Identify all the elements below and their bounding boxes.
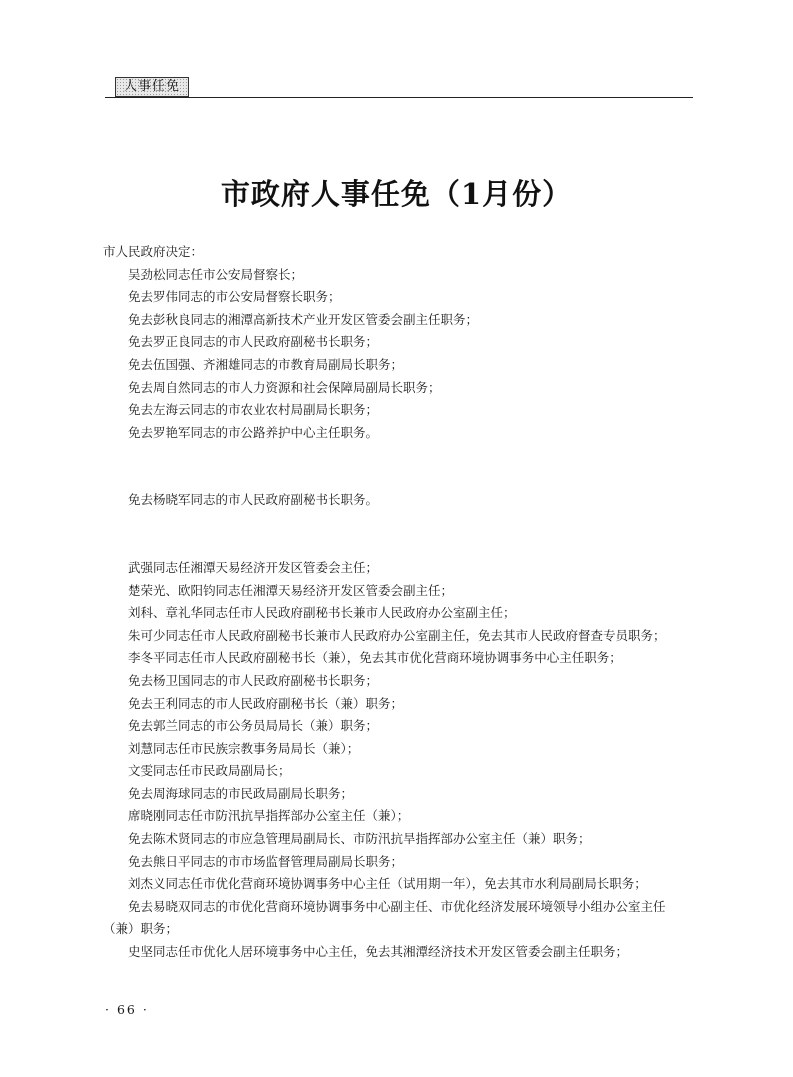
page-title: 市政府人事任免（1月份） — [220, 177, 573, 211]
appointment-item: 免去伍国强、齐湘雄同志的市教育局副局长职务； — [128, 356, 404, 372]
appointment-item: 免去彭秋良同志的湘潭高新技术产业开发区管委会副主任职务； — [128, 311, 479, 327]
appointment-item: 刘科、章礼华同志任市人民政府副秘书长兼市人民政府办公室副主任； — [128, 605, 516, 621]
appointment-block-3 — [103, 557, 695, 964]
intro-text: 市人民政府决定： — [103, 244, 204, 259]
section-label: 人事任免 — [115, 77, 189, 97]
appointment-item: 楚荣光、欧阳钧同志任湘潭天易经济开发区管委会副主任； — [128, 582, 454, 598]
appointment-item: 免去罗艳军同志的市公路养护中心主任职务。 — [128, 424, 379, 440]
appointment-block-1 — [103, 264, 695, 445]
appointment-item: 史坚同志任市优化人居环境事务中心主任，免去其湘潭经济技术开发区管委会副主任职务； — [128, 944, 629, 960]
appointment-item: 免去杨晓军同志的市人民政府副秘书长职务。 — [128, 492, 379, 508]
appointment-item: 刘慧同志任市民族宗教事务局局长（兼）； — [128, 740, 360, 756]
appointment-item: 免去左海云同志的市农业农村局副局长职务； — [128, 402, 379, 418]
appointment-item: 免去王利同志的市人民政府副秘书长（兼）职务； — [128, 695, 404, 711]
appointment-item: 刘杰义同志任市优化营商环境协调事务中心主任（试用期一年），免去其市水利局副局长职务； — [128, 876, 647, 892]
section-gap — [103, 512, 695, 557]
section-gap — [103, 444, 695, 489]
appointment-item: 吴劲松同志任市公安局督察长； — [128, 266, 304, 282]
header-divider — [105, 97, 693, 98]
document-body — [103, 241, 695, 964]
appointment-item: 李冬平同志任市人民政府副秘书长（兼），免去其市优化营商环境协调事务中心主任职务； — [128, 650, 622, 666]
appointment-item: 免去周海球同志的市民政局副局长职务； — [128, 785, 354, 801]
appointment-item: 席晓刚同志任市防汛抗旱指挥部办公室主任（兼）； — [128, 808, 410, 824]
appointment-item: 免去罗正良同志的市人民政府副秘书长职务； — [128, 334, 379, 350]
appointment-block-2 — [103, 489, 695, 512]
page-number: · 66 · — [105, 1002, 149, 1017]
appointment-item: 免去郭兰同志的市公务员局局长（兼）职务； — [128, 718, 379, 734]
appointment-item: 免去杨卫国同志的市人民政府副秘书长职务； — [128, 672, 379, 688]
appointment-item: 免去周自然同志的市人力资源和社会保障局副局长职务； — [128, 379, 441, 395]
appointment-item: 文雯同志任市民政局副局长； — [128, 763, 291, 779]
appointment-item: 免去易晓双同志的市优化营商环境协调事务中心副主任、市优化经济发展环境领导小组办公室主任（兼）职务； — [103, 898, 666, 937]
appointment-item: 武强同志任湘潭天易经济开发区管委会主任； — [128, 559, 379, 575]
appointment-item: 朱可少同志任市人民政府副秘书长兼市人民政府办公室副主任，免去其市人民政府督查专员职务； — [128, 627, 666, 643]
appointment-item: 免去熊日平同志的市市场监督管理局副局长职务； — [128, 853, 404, 869]
appointment-item: 免去罗伟同志的市公安局督察长职务； — [128, 289, 341, 305]
appointment-item: 免去陈术贤同志的市应急管理局副局长、市防汛抗旱指挥部办公室主任（兼）职务； — [128, 831, 591, 847]
